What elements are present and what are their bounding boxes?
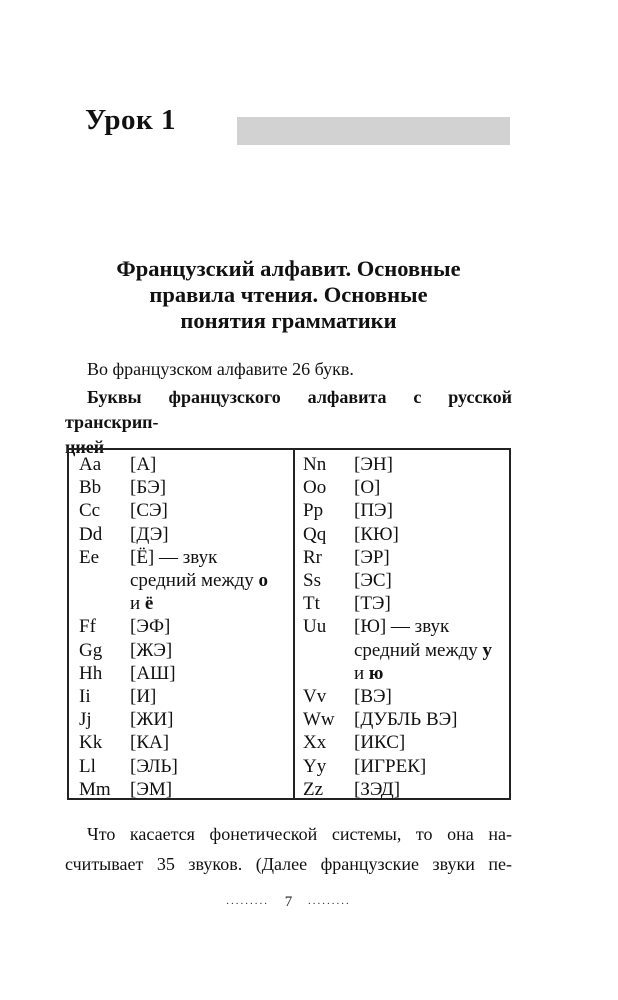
alphabet-entry xyxy=(303,708,505,731)
transcription xyxy=(354,592,505,615)
transcription-line: [ЭН] xyxy=(354,454,393,475)
letter-pair: Rr xyxy=(303,546,322,568)
transcription-line: [ТЭ] xyxy=(354,593,391,615)
letter-pair: Zz xyxy=(303,778,324,800)
letter-pair: Ff xyxy=(79,616,96,638)
alphabet-entry xyxy=(303,731,505,754)
page-footer xyxy=(65,894,512,911)
alphabet-entry xyxy=(79,685,289,708)
transcription xyxy=(354,615,505,685)
transcription-line: средний между у xyxy=(354,639,493,661)
transcription-line: и ю xyxy=(354,662,384,684)
transcription-line: [А] xyxy=(130,454,157,475)
transcription-line: [АШ] xyxy=(130,662,176,684)
transcription-line: [ДЭ] xyxy=(130,523,169,545)
transcription-line: [ПЭ] xyxy=(354,500,393,522)
alphabet-entry xyxy=(303,499,505,522)
transcription xyxy=(130,453,289,476)
transcription xyxy=(354,685,505,708)
alphabet-entry xyxy=(79,476,289,499)
letter-pair: Hh xyxy=(79,662,103,684)
transcription xyxy=(354,476,505,499)
alphabet-entry xyxy=(303,592,505,615)
alphabet-entry xyxy=(79,755,289,778)
transcription-line: [ЗЭД] xyxy=(354,778,401,800)
footer-dots-right: ......... xyxy=(308,895,351,907)
transcription-line: [ЭЛЬ] xyxy=(130,755,178,777)
letter-pair: Kk xyxy=(79,732,103,754)
transcription xyxy=(130,546,289,616)
transcription xyxy=(354,778,505,801)
transcription-line: [ВЭ] xyxy=(354,686,392,708)
page-title xyxy=(65,256,512,334)
transcription xyxy=(354,731,505,754)
letter-pair: Qq xyxy=(303,523,327,545)
letter-pair: Oo xyxy=(303,477,327,499)
intro-paragraph: Во французском алфавите 26 букв. xyxy=(87,359,354,379)
letter-pair: Ee xyxy=(79,546,100,568)
letter-pair: Ww xyxy=(303,709,335,731)
page-title-line3: понятия грамматики xyxy=(180,308,397,333)
alphabet-entry xyxy=(303,453,505,476)
transcription xyxy=(130,476,289,499)
letter-pair: Jj xyxy=(79,709,92,731)
alphabet-entry xyxy=(79,499,289,522)
letter-pair: Ll xyxy=(79,755,96,777)
transcription-line: [Ю] — звук xyxy=(354,616,450,638)
transcription-line: [КА] xyxy=(130,732,170,754)
alphabet-entry xyxy=(303,755,505,778)
alphabet-entry xyxy=(303,569,505,592)
letter-pair: Xx xyxy=(303,732,327,754)
transcription xyxy=(130,685,289,708)
letter-pair: Tt xyxy=(303,593,320,615)
transcription-line: [И] xyxy=(130,686,157,708)
letter-pair: Pp xyxy=(303,500,324,522)
letter-pair: Dd xyxy=(79,523,103,545)
alphabet-entry xyxy=(79,778,289,801)
alphabet-table xyxy=(67,448,511,800)
transcription-line: [ЭС] xyxy=(354,570,392,592)
letter-pair: Aa xyxy=(79,454,102,475)
page-number: 7 xyxy=(284,894,293,910)
letter-pair: Nn xyxy=(303,454,327,475)
transcription xyxy=(354,755,505,778)
transcription xyxy=(130,639,289,662)
alphabet-entry xyxy=(79,453,289,476)
transcription xyxy=(130,708,289,731)
transcription-line: [ЖИ] xyxy=(130,709,174,731)
alphabet-entry xyxy=(79,615,289,638)
transcription-line: [Ё] — звук xyxy=(130,546,218,568)
letter-pair: Uu xyxy=(303,616,327,638)
alphabet-entry xyxy=(303,476,505,499)
lesson-header: Урок 1 xyxy=(85,104,176,136)
letter-pair: Gg xyxy=(79,639,103,661)
page-title-line1: Французский алфавит. Основные xyxy=(116,256,461,281)
alphabet-entry xyxy=(79,708,289,731)
transcription-line: [ЭМ] xyxy=(130,778,173,800)
transcription xyxy=(130,755,289,778)
transcription xyxy=(354,499,505,522)
closing-paragraph xyxy=(65,820,512,879)
transcription-line: [ДУБЛЬ ВЭ] xyxy=(354,709,458,731)
footer-dots-left: ......... xyxy=(226,895,269,907)
alphabet-column-right xyxy=(295,450,509,798)
transcription-line: средний между о xyxy=(130,570,269,592)
transcription-line: [ИКС] xyxy=(354,732,406,754)
letter-pair: Yy xyxy=(303,755,327,777)
table-caption-line2: цией xyxy=(65,437,105,457)
transcription xyxy=(354,569,505,592)
letter-pair: Mm xyxy=(79,778,111,800)
header-bar xyxy=(237,117,510,145)
transcription xyxy=(354,523,505,546)
alphabet-column-left xyxy=(69,450,295,798)
transcription-line: [БЭ] xyxy=(130,477,167,499)
transcription xyxy=(354,546,505,569)
transcription xyxy=(130,731,289,754)
transcription-line: [ЭФ] xyxy=(130,616,171,638)
closing-paragraph-line2: считывает 35 звуков. (Далее французские звуки пе- xyxy=(65,853,512,874)
transcription-line: [СЭ] xyxy=(130,500,168,522)
transcription-line: и ё xyxy=(130,593,154,615)
alphabet-entry xyxy=(79,523,289,546)
transcription xyxy=(354,453,505,476)
table-caption-line1: Буквы французского алфавита с русской транскрип- xyxy=(65,387,512,432)
closing-paragraph-line1: Что касается фонетической системы, то она на- xyxy=(87,824,512,844)
alphabet-entry xyxy=(303,615,505,685)
alphabet-entry xyxy=(79,546,289,616)
transcription-line: [ЭР] xyxy=(354,546,390,568)
transcription-line: [ЖЭ] xyxy=(130,639,173,661)
letter-pair: Ii xyxy=(79,686,91,708)
transcription xyxy=(130,615,289,638)
letter-pair: Ss xyxy=(303,570,321,592)
alphabet-entry xyxy=(79,639,289,662)
transcription xyxy=(130,523,289,546)
letter-pair: Cc xyxy=(79,500,101,522)
alphabet-entry xyxy=(303,546,505,569)
letter-pair: Vv xyxy=(303,686,327,708)
transcription-line: [ИГРЕК] xyxy=(354,755,427,777)
transcription xyxy=(130,662,289,685)
alphabet-entry xyxy=(79,731,289,754)
letter-pair: Bb xyxy=(79,477,102,499)
alphabet-entry xyxy=(303,685,505,708)
alphabet-entry xyxy=(303,778,505,801)
alphabet-entry xyxy=(303,523,505,546)
transcription-line: [О] xyxy=(354,477,381,499)
alphabet-entry xyxy=(79,662,289,685)
transcription xyxy=(130,499,289,522)
transcription xyxy=(130,778,289,801)
transcription-line: [КЮ] xyxy=(354,523,399,545)
transcription xyxy=(354,708,505,731)
page-title-line2: правила чтения. Основные xyxy=(149,282,428,307)
